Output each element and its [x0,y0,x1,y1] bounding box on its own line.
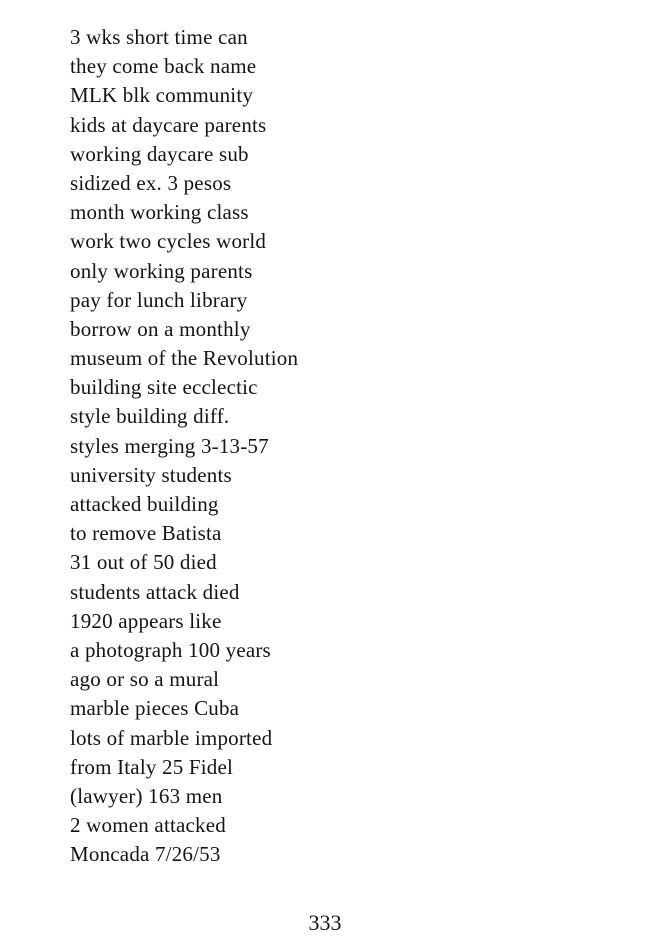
poem-line: they come back name [70,54,257,79]
poem-line: museum of the Revolution [70,346,299,371]
poem-line: kids at daycare parents [70,112,267,137]
poem-line: styles merging 3-13-57 [70,433,269,458]
poem-line: to remove Batista [70,521,222,546]
poem-line: a photograph 100 years [70,637,271,662]
poem-line: university students [70,462,232,487]
poem-line: sidized ex. 3 pesos [70,170,232,195]
poem-line: building site ecclectic [70,375,258,400]
poem-line: borrow on a monthly [70,316,251,341]
poem-line: work two cycles world [70,229,267,254]
poem-line: lots of marble imported [70,725,273,750]
poem-line: MLK blk community [70,83,254,108]
poem-line: style building diff. [70,404,230,429]
poem-line: students attack died [70,579,240,604]
poem-line: month working class [70,200,249,225]
poem-line: pay for lunch library [70,287,248,312]
poem-line: only working parents [70,258,253,283]
poem-line: 2 women attacked [70,813,226,838]
poem-line: marble pieces Cuba [70,696,240,721]
poem-line: working daycare sub [70,141,249,166]
poem-line: ago or so a mural [70,667,220,692]
poem-line: (lawyer) 163 men [70,783,223,808]
poem-line: Moncada 7/26/53 [70,842,221,867]
poem-line: from Italy 25 Fidel [70,754,234,779]
poem-line: 3 wks short time can [70,25,248,49]
poem-line: 1920 appears like [70,608,222,633]
page-number: 333 [308,910,342,935]
poem-line: attacked building [70,492,219,516]
poem-text-block [70,23,298,869]
poem-line: 31 out of 50 died [70,550,217,575]
